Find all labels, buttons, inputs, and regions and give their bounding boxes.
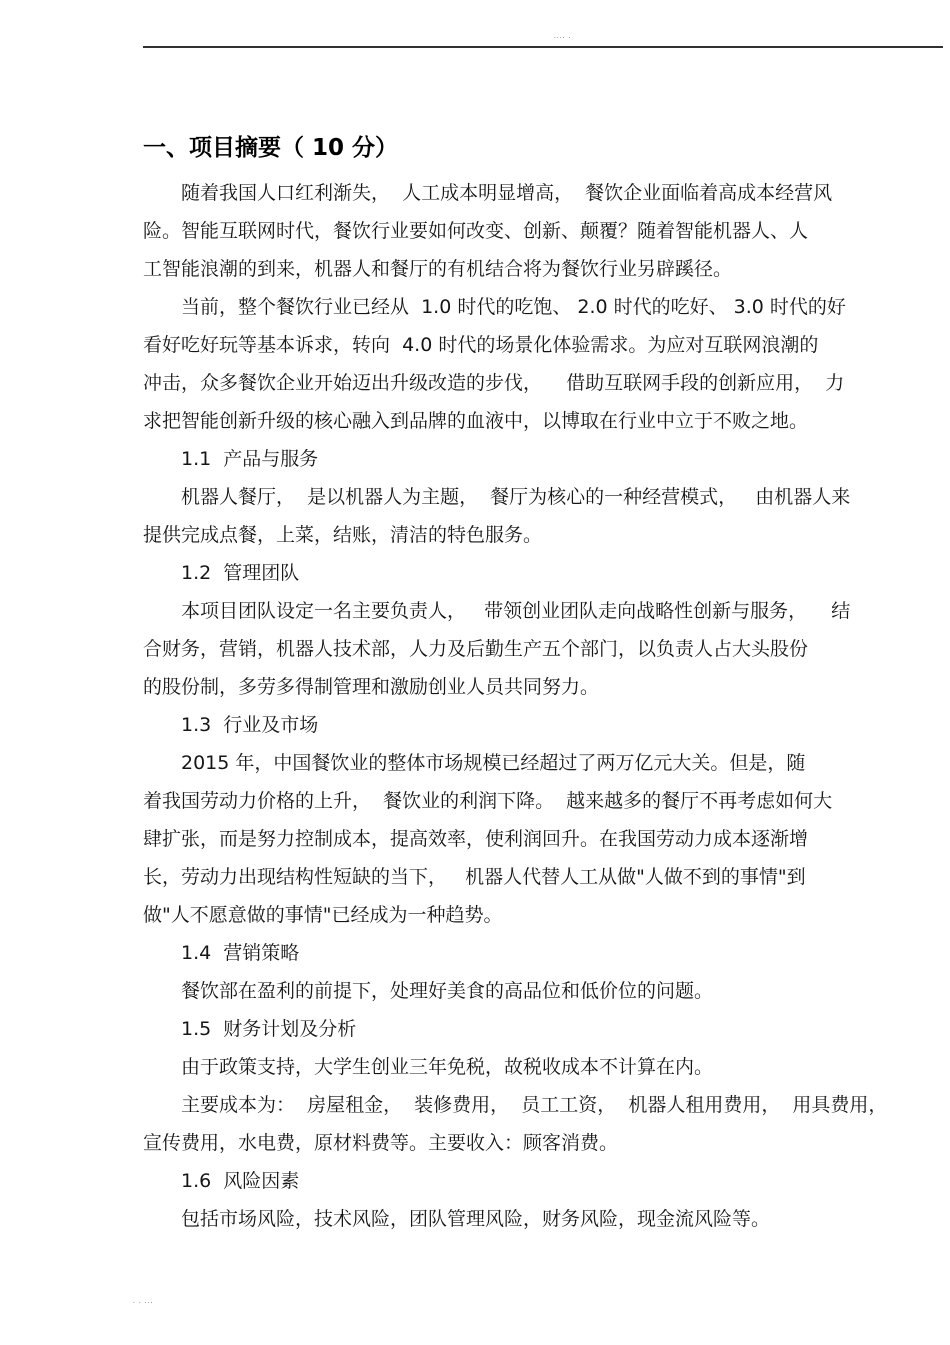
text-line: 肆扩张，而是努力控制成本，提高效率，使利润回升。在我国劳动力成本逐渐增 [143, 828, 809, 850]
text-line: 提供完成点餐，上菜，结账，清洁的特色服务。 [143, 524, 543, 546]
text-line: 由于政策支持，大学生创业三年免税，故税收成本不计算在内。 [181, 1056, 714, 1078]
document-content [143, 128, 923, 1238]
heading-line: 1.4 营销策略 [181, 942, 300, 964]
heading-line: 1.1 产品与服务 [181, 448, 319, 470]
text-line: 主要成本为： 房屋租金， 装修费用， 员工工资， 机器人租用费用， 用具费用， [181, 1094, 888, 1116]
paragraph-lines [143, 174, 923, 1238]
text-line: 冲击，众多餐饮企业开始迈出升级改造的步伐， 借助互联网手段的创新应用， 力 [143, 372, 845, 394]
text-line: 看好吃好玩等基本诉求，转向 4.0 时代的场景化体验需求。为应对互联网浪潮的 [143, 334, 819, 356]
heading-line: 1.5 财务计划及分析 [181, 1018, 357, 1040]
heading-line: 1.3 行业及市场 [181, 714, 319, 736]
text-line: 的股份制，多劳多得制管理和激励创业人员共同努力。 [143, 676, 600, 698]
text-line: 包括市场风险，技术风险，团队管理风险，财务风险，现金流风险等。 [181, 1208, 771, 1230]
text-line: 险。智能互联网时代，餐饮行业要如何改变、创新、颠覆？随着智能机器人、人 [143, 220, 809, 242]
text-line: 机器人餐厅， 是以机器人为主题， 餐厅为核心的一种经营模式， 由机器人来 [181, 486, 851, 508]
text-line: 餐饮部在盈利的前提下，处理好美食的高品位和低价位的问题。 [181, 980, 714, 1002]
text-line: 长，劳动力出现结构性短缺的当下， 机器人代替人工从做"人做不到的事情"到 [143, 866, 806, 888]
text-line: 随着我国人口红利渐失， 人工成本明显增高， 餐饮企业面临着高成本经营风 [181, 182, 833, 204]
text-line: 求把智能创新升级的核心融入到品牌的血液中，以博取在行业中立于不败之地。 [143, 410, 809, 432]
text-line: 当前，整个餐饮行业已经从 1.0 时代的吃饱、 2.0 时代的吃好、 3.0 时代的好 [181, 296, 846, 318]
text-line: 宣传费用，水电费，原材料费等。主要收入：顾客消费。 [143, 1132, 619, 1154]
text-line: 合财务，营销，机器人技术部，人力及后勤生产五个部门，以负责人占大头股份 [143, 638, 809, 660]
header-tiny-text: ···· · [554, 35, 572, 42]
text-line: 做"人不愿意做的事情"已经成为一种趋势。 [143, 904, 503, 926]
footer-tiny-text: · · ··· [133, 1300, 154, 1307]
heading-line: 1.2 管理团队 [181, 562, 300, 584]
section-title: 一、项目摘要（ 10 分） [143, 135, 399, 161]
text-line: 2015 年，中国餐饮业的整体市场规模已经超过了两万亿元大关。但是，随 [181, 752, 806, 774]
text-line: 本项目团队设定一名主要负责人， 带领创业团队走向战略性创新与服务， 结 [181, 600, 851, 622]
text-line: 着我国劳动力价格的上升， 餐饮业的利润下降。 越来越多的餐厅不再考虑如何大 [143, 790, 833, 812]
text-line: 工智能浪潮的到来，机器人和餐厅的有机结合将为餐饮行业另辟蹊径。 [143, 258, 733, 280]
header-divider-line [143, 46, 943, 48]
heading-line: 1.6 风险因素 [181, 1170, 300, 1192]
